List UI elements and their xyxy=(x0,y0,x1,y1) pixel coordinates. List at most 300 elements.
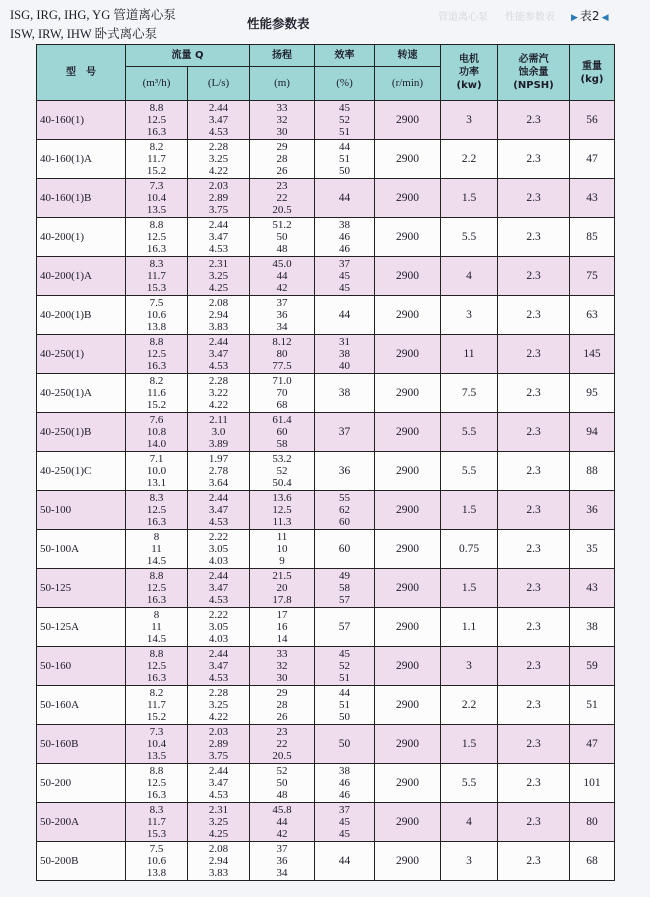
cell-m3h-value: 8.2 xyxy=(149,686,164,699)
cell-m3h-value: 12.5 xyxy=(146,230,167,243)
cell-eff: 36 xyxy=(315,452,375,491)
cell-m3h-value: 15.3 xyxy=(146,828,167,841)
cell-ls-value: 3.47 xyxy=(208,503,229,516)
cell-m3h-value: 11.7 xyxy=(147,698,166,711)
cell-head-value: 53.2 xyxy=(272,452,292,465)
cell-speed: 2900 xyxy=(375,296,441,335)
cell-speed: 2900 xyxy=(375,686,441,725)
cell-eff-value: 45 xyxy=(339,828,351,841)
cell-m3h-value: 12.5 xyxy=(146,776,167,789)
cell-m3h-value: 15.2 xyxy=(146,165,167,178)
cell-eff-value: 45 xyxy=(339,269,351,282)
cell-head-value: 50 xyxy=(276,776,288,789)
cell-model: 50-160B xyxy=(37,725,126,764)
cell-m3h-value: 13.8 xyxy=(146,867,167,880)
cell-ls-value: 2.44 xyxy=(208,491,229,504)
cell-weight: 75 xyxy=(570,257,615,296)
cell-head xyxy=(250,491,315,530)
cell-head-value: 30 xyxy=(276,672,288,685)
cell-ls-value: 2.44 xyxy=(208,218,229,231)
cell-head-value: 23 xyxy=(276,725,288,738)
table-row xyxy=(37,179,615,218)
cell-m3h xyxy=(126,686,188,725)
cell-head-value: 22 xyxy=(276,191,288,204)
cell-ls-value: 4.22 xyxy=(208,399,229,412)
cell-ls-value: 2.89 xyxy=(208,191,229,204)
cell-ls-value: 4.03 xyxy=(208,555,229,568)
cell-m3h-value: 16.3 xyxy=(146,516,167,529)
col-efficiency: 效率 xyxy=(315,45,375,67)
cell-eff-value: 37 xyxy=(339,257,351,270)
cell-ls-value: 3.25 xyxy=(208,152,229,165)
cell-m3h-value: 11 xyxy=(151,542,162,555)
cell-speed: 2900 xyxy=(375,257,441,296)
cell-ls-value: 2.78 xyxy=(208,464,229,477)
col-npsh-unit: (NPSH) xyxy=(513,80,554,91)
cell-ls xyxy=(188,686,250,725)
cell-head-value: 8.12 xyxy=(272,335,292,348)
cell-m3h-value: 8.8 xyxy=(149,101,164,114)
cell-speed: 2900 xyxy=(375,335,441,374)
cell-weight: 38 xyxy=(570,608,615,647)
cell-power: 2.2 xyxy=(441,686,498,725)
cell-ls-value: 3.0 xyxy=(211,425,226,438)
table-row xyxy=(37,803,615,842)
cell-eff-value: 57 xyxy=(339,594,351,607)
cell-head xyxy=(250,530,315,569)
cell-power: 4 xyxy=(441,257,498,296)
cell-head-value: 26 xyxy=(276,711,288,724)
col-speed: 转速 xyxy=(375,45,441,67)
cell-npsh: 2.3 xyxy=(498,257,570,296)
cell-ls-value: 2.28 xyxy=(208,140,229,153)
cell-ls-value: 3.47 xyxy=(208,776,229,789)
cell-npsh: 2.3 xyxy=(498,842,570,881)
table-row xyxy=(37,530,615,569)
cell-ls-value: 4.53 xyxy=(208,594,229,607)
cell-m3h-value: 12.5 xyxy=(146,347,167,360)
cell-m3h-value: 8.3 xyxy=(149,491,164,504)
cell-ls-value: 2.08 xyxy=(208,296,229,309)
cell-head-value: 71.0 xyxy=(272,374,292,387)
cell-m3h-value: 10.8 xyxy=(146,425,167,438)
cell-ls-value: 4.53 xyxy=(208,789,229,802)
table-row xyxy=(37,335,615,374)
performance-table xyxy=(36,44,615,881)
cell-head xyxy=(250,569,315,608)
cell-eff-value: 37 xyxy=(339,803,351,816)
cell-eff: 38 xyxy=(315,374,375,413)
cell-m3h-value: 13.8 xyxy=(146,321,167,334)
cell-npsh: 2.3 xyxy=(498,179,570,218)
cell-eff: 44 xyxy=(315,296,375,335)
cell-ls-value: 4.53 xyxy=(208,243,229,256)
cell-eff-value: 38 xyxy=(339,764,351,777)
cell-weight: 51 xyxy=(570,686,615,725)
cell-m3h-value: 14.5 xyxy=(146,633,167,646)
cell-head xyxy=(250,647,315,686)
cell-eff-value: 51 xyxy=(339,672,351,685)
cell-model: 50-100 xyxy=(37,491,126,530)
cell-model: 40-200(1) xyxy=(37,218,126,257)
cell-model: 40-200(1)A xyxy=(37,257,126,296)
cell-model: 50-125 xyxy=(37,569,126,608)
table-tag-label: 表2 xyxy=(579,9,600,23)
cell-m3h xyxy=(126,140,188,179)
cell-head-value: 11 xyxy=(276,530,288,543)
cell-ls-value: 2.31 xyxy=(208,803,229,816)
cell-speed: 2900 xyxy=(375,803,441,842)
cell-ls-value: 1.97 xyxy=(208,452,229,465)
cell-head xyxy=(250,296,315,335)
cell-m3h xyxy=(126,725,188,764)
cell-speed: 2900 xyxy=(375,764,441,803)
cell-head xyxy=(250,374,315,413)
cell-eff xyxy=(315,764,375,803)
cell-npsh: 2.3 xyxy=(498,803,570,842)
cell-head-value: 50.4 xyxy=(272,477,292,490)
cell-m3h-value: 12.5 xyxy=(146,113,167,126)
cell-head xyxy=(250,101,315,140)
col-weight-unit: (kg) xyxy=(580,73,604,85)
cell-head-value: 70 xyxy=(276,386,288,399)
cell-head-value: 52 xyxy=(276,764,288,777)
page-header xyxy=(0,0,650,44)
cell-npsh: 2.3 xyxy=(498,491,570,530)
cell-head xyxy=(250,335,315,374)
cell-head-value: 52 xyxy=(276,464,288,477)
cell-weight: 47 xyxy=(570,725,615,764)
cell-eff-value: 45 xyxy=(339,101,351,114)
col-flow-m3h: (m³/h) xyxy=(126,67,188,101)
cell-m3h xyxy=(126,530,188,569)
cell-head-value: 37 xyxy=(276,296,288,309)
cell-m3h xyxy=(126,413,188,452)
cell-m3h-value: 10.4 xyxy=(146,737,167,750)
cell-ls-value: 2.03 xyxy=(208,179,229,192)
table-row xyxy=(37,842,615,881)
cell-eff-value: 45 xyxy=(339,815,351,828)
cell-speed: 2900 xyxy=(375,608,441,647)
cell-ls-value: 3.64 xyxy=(208,477,229,490)
cell-head-value: 32 xyxy=(276,659,288,672)
cell-m3h-value: 8.8 xyxy=(149,218,164,231)
cell-head-value: 44 xyxy=(276,815,288,828)
bleed-through-text-right: 性能参数表 xyxy=(505,12,555,23)
cell-npsh: 2.3 xyxy=(498,686,570,725)
cell-head xyxy=(250,257,315,296)
cell-m3h-value: 15.3 xyxy=(146,282,167,295)
cell-head xyxy=(250,686,315,725)
cell-eff-value: 46 xyxy=(339,776,351,789)
cell-ls-value: 2.08 xyxy=(208,842,229,855)
table-tag xyxy=(569,7,610,24)
cell-eff xyxy=(315,803,375,842)
cell-ls xyxy=(188,803,250,842)
cell-m3h-value: 7.5 xyxy=(149,296,164,309)
cell-m3h-value: 8.3 xyxy=(149,257,164,270)
cell-ls-value: 3.83 xyxy=(208,867,229,880)
cell-npsh: 2.3 xyxy=(498,140,570,179)
cell-head-value: 29 xyxy=(276,140,288,153)
cell-model: 40-250(1)A xyxy=(37,374,126,413)
cell-eff-value: 46 xyxy=(339,243,351,256)
cell-head-value: 10 xyxy=(276,542,288,555)
cell-head-value: 80 xyxy=(276,347,288,360)
cell-weight: 88 xyxy=(570,452,615,491)
cell-ls-value: 3.75 xyxy=(208,204,229,217)
cell-power: 1.5 xyxy=(441,491,498,530)
cell-npsh: 2.3 xyxy=(498,374,570,413)
cell-speed: 2900 xyxy=(375,491,441,530)
cell-head-value: 60 xyxy=(276,425,288,438)
cell-ls-value: 2.22 xyxy=(208,530,229,543)
cell-weight: 85 xyxy=(570,218,615,257)
cell-m3h-value: 8.2 xyxy=(149,374,164,387)
cell-m3h-value: 10.6 xyxy=(146,308,167,321)
table-row xyxy=(37,413,615,452)
cell-model: 50-160A xyxy=(37,686,126,725)
cell-eff-value: 38 xyxy=(339,218,351,231)
cell-ls-value: 4.25 xyxy=(208,282,229,295)
cell-m3h xyxy=(126,179,188,218)
cell-eff: 57 xyxy=(315,608,375,647)
cell-m3h xyxy=(126,491,188,530)
cell-m3h-value: 14.0 xyxy=(146,438,167,451)
cell-ls-value: 3.22 xyxy=(208,386,229,399)
cell-model: 50-125A xyxy=(37,608,126,647)
cell-ls xyxy=(188,608,250,647)
cell-eff-value: 50 xyxy=(339,711,351,724)
cell-m3h-value: 10.6 xyxy=(146,854,167,867)
cell-ls-value: 2.03 xyxy=(208,725,229,738)
cell-speed: 2900 xyxy=(375,413,441,452)
cell-weight: 101 xyxy=(570,764,615,803)
cell-m3h xyxy=(126,452,188,491)
col-motor-line-1: 电机 xyxy=(459,54,480,65)
pump-series-line-2: ISW, IRW, IHW 卧式离心泵 xyxy=(10,27,158,41)
cell-ls-value: 4.03 xyxy=(208,633,229,646)
cell-eff xyxy=(315,140,375,179)
cell-head-value: 9 xyxy=(279,555,285,568)
cell-m3h-value: 8.8 xyxy=(149,647,164,660)
cell-weight: 36 xyxy=(570,491,615,530)
cell-weight: 95 xyxy=(570,374,615,413)
cell-eff xyxy=(315,686,375,725)
table-row xyxy=(37,101,615,140)
cell-m3h-value: 8.2 xyxy=(149,140,164,153)
cell-ls-value: 3.89 xyxy=(208,438,229,451)
cell-weight: 145 xyxy=(570,335,615,374)
cell-head-value: 20 xyxy=(276,581,288,594)
cell-m3h xyxy=(126,335,188,374)
table-row xyxy=(37,296,615,335)
cell-ls-value: 2.22 xyxy=(208,608,229,621)
cell-m3h-value: 13.1 xyxy=(146,477,167,490)
cell-m3h xyxy=(126,374,188,413)
cell-head-value: 77.5 xyxy=(272,360,292,373)
cell-power: 3 xyxy=(441,647,498,686)
cell-eff xyxy=(315,569,375,608)
cell-ls-value: 3.47 xyxy=(208,347,229,360)
cell-ls xyxy=(188,335,250,374)
cell-head-value: 17.8 xyxy=(272,594,292,607)
cell-head-value: 68 xyxy=(276,399,288,412)
cell-head-value: 20.5 xyxy=(272,204,292,217)
cell-m3h xyxy=(126,842,188,881)
cell-ls xyxy=(188,374,250,413)
cell-model: 40-250(1)B xyxy=(37,413,126,452)
table-row xyxy=(37,569,615,608)
cell-head-value: 28 xyxy=(276,152,288,165)
cell-model: 50-200B xyxy=(37,842,126,881)
cell-ls-value: 2.11 xyxy=(209,413,228,426)
cell-speed: 2900 xyxy=(375,647,441,686)
col-efficiency-unit: (%) xyxy=(315,67,375,101)
cell-m3h-value: 11.7 xyxy=(147,815,166,828)
cell-ls xyxy=(188,491,250,530)
cell-m3h-value: 11 xyxy=(151,620,162,633)
cell-m3h xyxy=(126,218,188,257)
cell-ls-value: 2.31 xyxy=(208,257,229,270)
cell-head-value: 11.3 xyxy=(272,516,292,529)
cell-m3h-value: 7.3 xyxy=(149,179,164,192)
cell-head xyxy=(250,842,315,881)
cell-head-value: 42 xyxy=(276,828,288,841)
cell-eff: 60 xyxy=(315,530,375,569)
table-row xyxy=(37,140,615,179)
cell-head-value: 22 xyxy=(276,737,288,750)
table-title: 性能参数表 xyxy=(247,16,310,31)
cell-weight: 59 xyxy=(570,647,615,686)
cell-ls-value: 2.44 xyxy=(208,647,229,660)
cell-m3h-value: 16.3 xyxy=(146,243,167,256)
cell-power: 0.75 xyxy=(441,530,498,569)
cell-head-value: 16 xyxy=(276,620,288,633)
cell-m3h-value: 10.4 xyxy=(146,191,167,204)
cell-eff-value: 52 xyxy=(339,113,351,126)
cell-ls xyxy=(188,296,250,335)
table-row xyxy=(37,374,615,413)
cell-model: 40-160(1)B xyxy=(37,179,126,218)
cell-power: 5.5 xyxy=(441,413,498,452)
cell-eff-value: 46 xyxy=(339,230,351,243)
cell-weight: 80 xyxy=(570,803,615,842)
cell-npsh: 2.3 xyxy=(498,296,570,335)
cell-m3h xyxy=(126,608,188,647)
cell-ls-value: 3.05 xyxy=(208,620,229,633)
cell-ls xyxy=(188,452,250,491)
col-speed-unit: (r/min) xyxy=(375,67,441,101)
cell-m3h-value: 16.3 xyxy=(146,594,167,607)
cell-ls xyxy=(188,179,250,218)
table-row xyxy=(37,491,615,530)
cell-ls-value: 2.44 xyxy=(208,335,229,348)
cell-m3h xyxy=(126,101,188,140)
col-npsh-line-2: 蚀余量 xyxy=(518,67,549,78)
cell-head-value: 58 xyxy=(276,438,288,451)
cell-m3h-value: 8.8 xyxy=(149,569,164,582)
cell-weight: 43 xyxy=(570,179,615,218)
cell-ls-value: 4.53 xyxy=(208,126,229,139)
cell-head-value: 34 xyxy=(276,867,288,880)
cell-head xyxy=(250,452,315,491)
cell-head xyxy=(250,803,315,842)
col-model: 型 号 xyxy=(37,45,126,101)
cell-model: 40-200(1)B xyxy=(37,296,126,335)
cell-weight: 63 xyxy=(570,296,615,335)
cell-ls-value: 3.47 xyxy=(208,659,229,672)
cell-npsh: 2.3 xyxy=(498,530,570,569)
cell-ls xyxy=(188,530,250,569)
cell-m3h xyxy=(126,569,188,608)
cell-m3h xyxy=(126,647,188,686)
cell-speed: 2900 xyxy=(375,725,441,764)
cell-ls-value: 2.44 xyxy=(208,569,229,582)
cell-npsh: 2.3 xyxy=(498,413,570,452)
cell-m3h-value: 8 xyxy=(153,608,160,621)
table-row xyxy=(37,725,615,764)
cell-eff-value: 50 xyxy=(339,165,351,178)
cell-eff-value: 62 xyxy=(339,503,351,516)
cell-eff-value: 60 xyxy=(339,516,351,529)
cell-power: 5.5 xyxy=(441,218,498,257)
cell-eff-value: 51 xyxy=(339,698,351,711)
cell-eff: 44 xyxy=(315,842,375,881)
pump-series-line-1: ISG, IRG, IHG, YG 管道离心泵 xyxy=(10,8,176,22)
cell-head-value: 13.6 xyxy=(272,491,292,504)
cell-eff-value: 45 xyxy=(339,647,351,660)
cell-m3h-value: 8.8 xyxy=(149,335,164,348)
col-npsh-line-1: 必需汽 xyxy=(518,54,549,65)
cell-eff xyxy=(315,257,375,296)
cell-head-value: 42 xyxy=(276,282,288,295)
col-motor-unit: (kw) xyxy=(456,80,482,91)
cell-ls-value: 4.53 xyxy=(208,516,229,529)
cell-ls xyxy=(188,842,250,881)
cell-ls xyxy=(188,101,250,140)
table-row xyxy=(37,257,615,296)
table-row xyxy=(37,452,615,491)
cell-m3h-value: 8 xyxy=(153,530,160,543)
cell-eff xyxy=(315,101,375,140)
cell-power: 3 xyxy=(441,842,498,881)
cell-m3h-value: 14.5 xyxy=(146,555,167,568)
cell-model: 40-250(1) xyxy=(37,335,126,374)
cell-ls-value: 3.47 xyxy=(208,113,229,126)
cell-ls xyxy=(188,218,250,257)
cell-eff xyxy=(315,218,375,257)
col-flow: 流量 Q xyxy=(126,45,250,67)
cell-npsh: 2.3 xyxy=(498,101,570,140)
cell-weight: 68 xyxy=(570,842,615,881)
cell-npsh: 2.3 xyxy=(498,608,570,647)
cell-eff-value: 40 xyxy=(339,360,351,373)
cell-ls-value: 3.47 xyxy=(208,581,229,594)
cell-m3h-value: 8.3 xyxy=(149,803,164,816)
cell-head-value: 36 xyxy=(276,854,288,867)
cell-power: 11 xyxy=(441,335,498,374)
cell-speed: 2900 xyxy=(375,218,441,257)
cell-m3h-value: 11.6 xyxy=(147,386,166,399)
cell-power: 1.1 xyxy=(441,608,498,647)
cell-m3h-value: 11.7 xyxy=(147,269,166,282)
cell-head-value: 30 xyxy=(276,126,288,139)
cell-head-value: 45.8 xyxy=(272,803,292,816)
cell-head-value: 51.2 xyxy=(272,218,292,231)
cell-head-value: 23 xyxy=(276,179,288,192)
arrow-right-icon: ▶ xyxy=(571,13,578,23)
